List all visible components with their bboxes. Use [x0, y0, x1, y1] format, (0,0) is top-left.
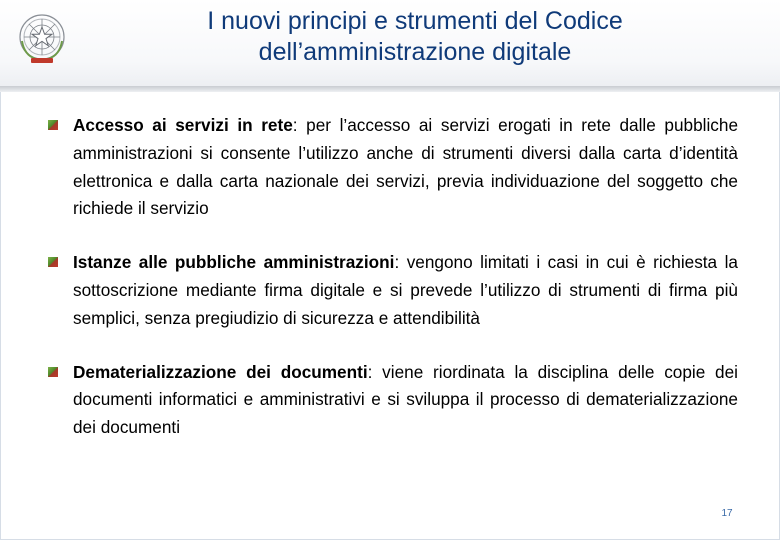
slide-title-line-2: dell’amministrazione digitale: [258, 38, 572, 66]
bullet-body: viene riordinata la disciplina delle copie dei documenti informatici e amministrativi e si sviluppa il processo di dematerializzazione dei documenti: [73, 361, 738, 438]
bullet-list: [48, 112, 738, 442]
header-divider: [0, 86, 780, 92]
bullet-text: [73, 112, 738, 223]
bullet-marker-icon: [48, 367, 58, 377]
slide-title-line-1: I nuovi principi e strumenti del Codice: [207, 7, 623, 35]
page-number: 17: [721, 508, 733, 519]
bullet-lead: Accesso ai servizi in rete: [73, 115, 293, 135]
bullet-colon: :: [394, 252, 400, 273]
bullet-text: [73, 249, 738, 332]
bullet-text: [73, 359, 738, 442]
bullet-body: per l’accesso ai servizi erogati in rete dalle pubbliche amministrazioni si consente l’utilizzo anche di strumenti diversi dalla carta d’identità elettronica e dalla carta nazionale dei servizi, previa individuazione del soggetto che richiede il servizio: [73, 115, 738, 219]
bullet-item: [48, 359, 738, 442]
bullet-lead: Istanze alle pubbliche amministrazioni: [73, 252, 395, 273]
bullet-item: [48, 112, 738, 223]
bullet-marker-icon: [48, 257, 58, 267]
bullet-colon: :: [367, 361, 373, 382]
bullet-lead: Dematerializzazione dei documenti: [73, 361, 368, 382]
bullet-colon: :: [292, 115, 298, 135]
slide-header: [0, 0, 780, 88]
bullet-item: [48, 249, 738, 332]
slide-title: [110, 6, 720, 68]
italian-republic-emblem-icon: [14, 9, 70, 69]
bullet-body: vengono limitati i casi in cui è richiesta la sottoscrizione mediante firma digitale e si prevede l’utilizzo di strumenti di firma più semplici, senza pregiudizio di sicurezza e attendibilità: [73, 252, 738, 328]
bullet-marker-icon: [48, 120, 58, 130]
